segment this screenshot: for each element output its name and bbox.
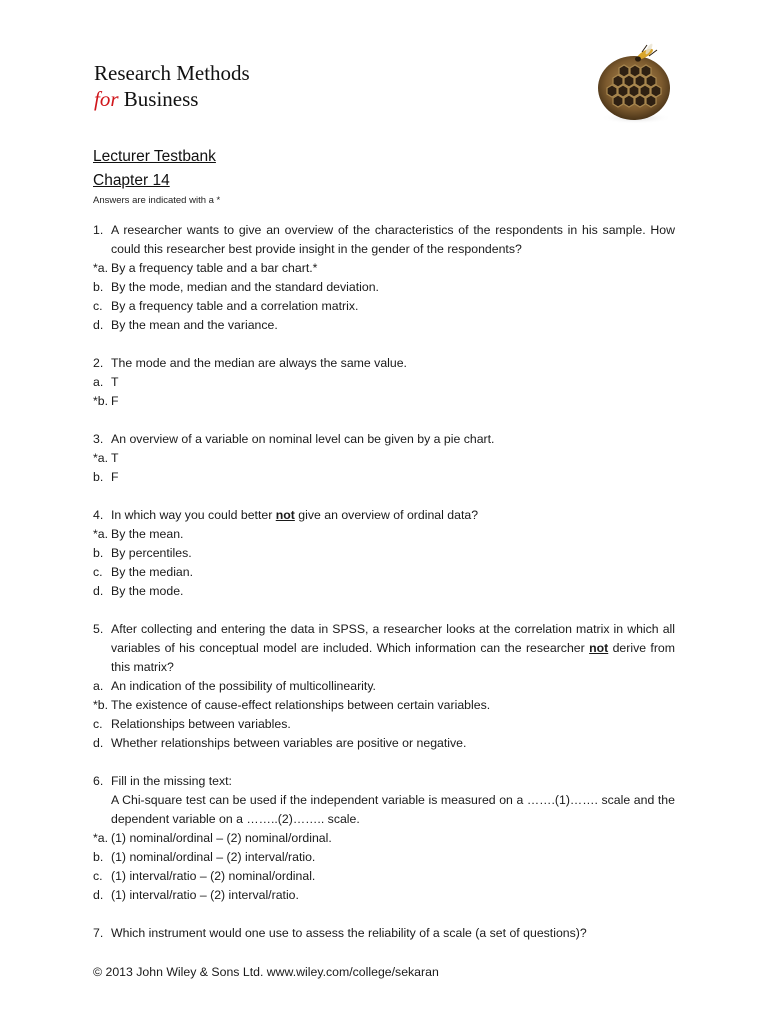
question-text: Which instrument would one use to assess the reliability of a scale (a set of questions)? (111, 926, 587, 940)
answer-text: By the mode, median and the standard deviation. (111, 280, 379, 294)
answer-text: F (111, 394, 119, 408)
answer-option (93, 677, 675, 696)
wasp-nest-icon (593, 40, 679, 126)
answer-label: b. (93, 850, 104, 864)
answer-label: a. (93, 375, 104, 389)
answer-text: (1) nominal/ordinal – (2) nominal/ordinal. (111, 831, 332, 845)
answer-text: T (111, 375, 119, 389)
answer-label: c. (93, 869, 103, 883)
answer-option (93, 829, 675, 848)
question-number: 1. (93, 223, 104, 237)
answer-text: T (111, 451, 119, 465)
copyright-footer: © 2013 John Wiley & Sons Ltd. www.wiley.com/college/sekaran (93, 965, 439, 979)
answer-label: d. (93, 888, 104, 902)
answer-option (93, 886, 675, 905)
answer-label: b. (93, 280, 104, 294)
answer-option (93, 316, 675, 335)
answer-option (93, 867, 675, 886)
answer-text: (1) interval/ratio – (2) nominal/ordinal. (111, 869, 316, 883)
answer-option (93, 297, 675, 316)
question-text-before: In which way you could better (111, 508, 276, 522)
answer-label: *a. (93, 527, 109, 541)
question-number: 4. (93, 508, 104, 522)
question-1 (93, 221, 675, 335)
answer-label: a. (93, 679, 104, 693)
answer-text: (1) interval/ratio – (2) interval/ratio. (111, 888, 299, 902)
answer-label: c. (93, 717, 103, 731)
answer-option (93, 544, 675, 563)
question-number: 7. (93, 926, 104, 940)
answer-label: c. (93, 565, 103, 579)
answer-text: By the mode. (111, 584, 184, 598)
answer-label: d. (93, 736, 104, 750)
answer-label: *b. (93, 394, 109, 408)
question-text: An overview of a variable on nominal level can be given by a pie chart. (111, 432, 495, 446)
answer-option (93, 278, 675, 297)
answer-option (93, 696, 675, 715)
question-number: 2. (93, 356, 104, 370)
document-meta (93, 145, 220, 208)
question-text: The mode and the median are always the same value. (111, 356, 407, 370)
answer-text: By the median. (111, 565, 194, 579)
answer-label: *a. (93, 831, 109, 845)
question-text: Fill in the missing text: (111, 774, 232, 788)
answer-label: b. (93, 546, 104, 560)
answer-label: *a. (93, 261, 109, 275)
question-list (93, 221, 675, 962)
answer-option (93, 525, 675, 544)
answer-label: d. (93, 584, 104, 598)
question-number: 3. (93, 432, 104, 446)
question-text-after: derive from this matrix? (111, 641, 676, 674)
testbank-heading: Lecturer Testbank (93, 148, 216, 165)
question-number: 6. (93, 774, 104, 788)
answer-text: The existence of cause-effect relationships between certain variables. (111, 698, 491, 712)
question-number: 5. (93, 622, 104, 636)
answer-label: c. (93, 299, 103, 313)
answer-text: By percentiles. (111, 546, 192, 560)
chapter-heading: Chapter 14 (93, 172, 170, 189)
book-title-line2 (94, 86, 250, 112)
answer-label: *b. (93, 698, 109, 712)
answer-label: d. (93, 318, 104, 332)
answer-text: By the mean. (111, 527, 184, 541)
answer-text: (1) nominal/ordinal – (2) interval/ratio. (111, 850, 316, 864)
book-title-line1: Research Methods (94, 61, 250, 85)
answer-text: By a frequency table and a bar chart.* (111, 261, 318, 275)
answer-option (93, 259, 675, 278)
answer-text: F (111, 470, 119, 484)
answer-option (93, 563, 675, 582)
question-text: A researcher wants to give an overview of the characteristics of the respondents in his sample. How could this researcher best provide insight in the gender of the respondents? (111, 223, 675, 256)
emphasis-not: not (275, 508, 295, 522)
answer-option (93, 715, 675, 734)
question-6 (93, 772, 675, 905)
answer-text: Relationships between variables. (111, 717, 291, 731)
answer-option (93, 373, 675, 392)
answer-option (93, 392, 675, 411)
question-5 (93, 620, 675, 753)
question-text (111, 620, 675, 677)
book-title (94, 60, 250, 112)
question-text-after: give an overview of ordinal data? (294, 508, 479, 522)
question-text-before: After collecting and entering the data in SPSS, a researcher looks at the correlation matrix in which all variables of his conceptual model are included. Which information can the researcher (111, 622, 675, 655)
answer-key-note: Answers are indicated with a * (93, 195, 221, 206)
answer-text: Whether relationships between variables are positive or negative. (111, 736, 467, 750)
answer-option (93, 468, 675, 487)
question-4 (93, 506, 675, 601)
question-subtext: A Chi-square test can be used if the independent variable is measured on a …….(1)……. scale and the dependent variable on a ……..(2)…….. scale. (111, 793, 675, 826)
answer-text: By the mean and the variance. (111, 318, 278, 332)
question-text (111, 506, 675, 525)
answer-option (93, 449, 675, 468)
answer-label: *a. (93, 451, 109, 465)
answer-option (93, 582, 675, 601)
book-title-for: for (94, 87, 119, 111)
answer-option (93, 848, 675, 867)
answer-text: By a frequency table and a correlation matrix. (111, 299, 359, 313)
question-7 (93, 924, 675, 943)
answer-label: b. (93, 470, 104, 484)
answer-text: An indication of the possibility of multicollinearity. (111, 679, 376, 693)
answer-option (93, 734, 675, 753)
question-2 (93, 354, 675, 411)
emphasis-not: not (589, 641, 609, 655)
question-3 (93, 430, 675, 487)
book-title-business: Business (118, 87, 199, 111)
